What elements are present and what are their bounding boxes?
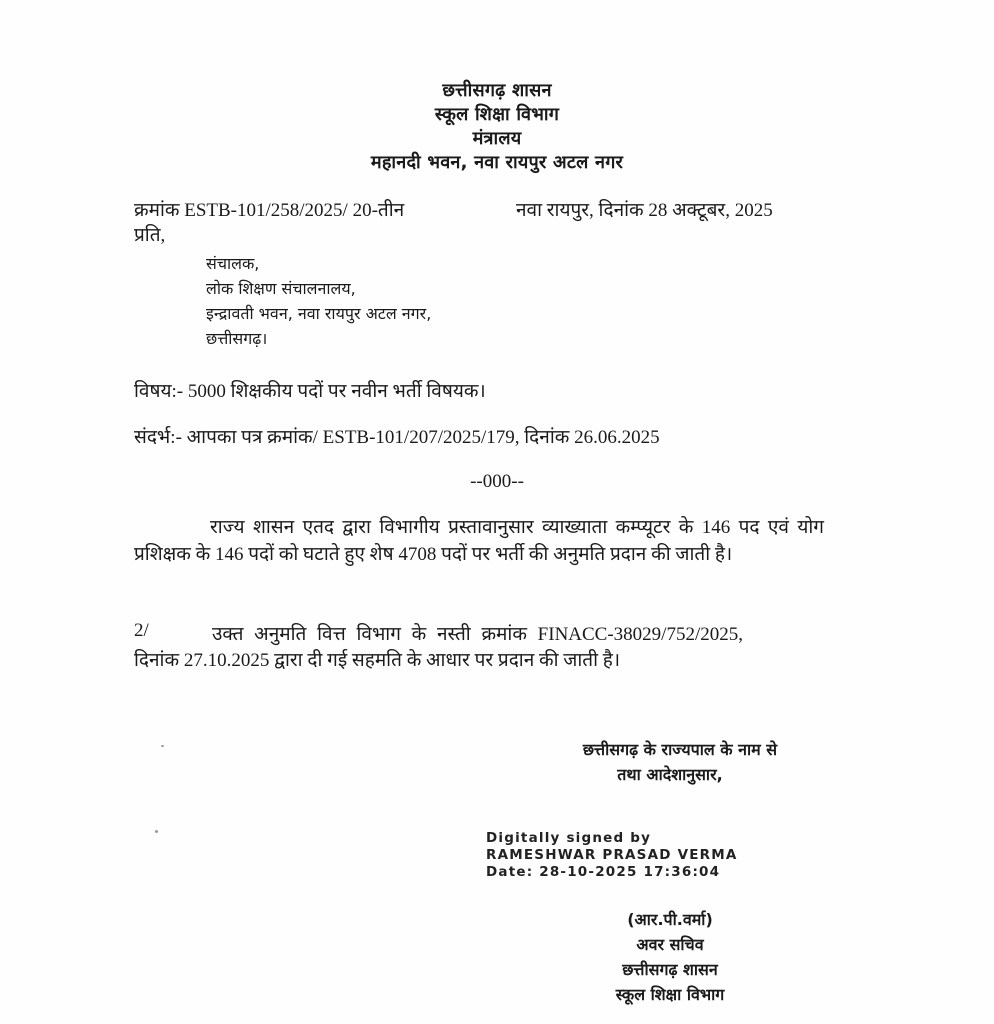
body-paragraph-1: राज्य शासन एतद द्वारा विभागीय प्रस्तावानुसार व्याख्याता कम्प्यूटर के 146 पद एवं योग प्रशिक्षक के 146 पदों को घटाते हुए शेष 4708 पदों पर भर्ती की अनुमति प्रदान की जाती है। xyxy=(134,517,824,565)
recipient-address: इन्द्रावती भवन, नवा रायपुर अटल नगर, xyxy=(206,304,432,323)
letterhead-government: छत्तीसगढ़ शासन xyxy=(442,80,552,101)
letterhead-ministry: मंत्रालय xyxy=(472,128,522,149)
paragraph-2-line-1: उक्त अनुमति वित्त विभाग के नस्ती क्रमांक FINACC-38029/752/2025, xyxy=(212,624,743,645)
letterhead-department: स्कूल शिक्षा विभाग xyxy=(434,104,560,125)
digital-signature-name: RAMESHWAR PRASAD VERMA xyxy=(486,847,738,863)
subject-line: विषय:- 5000 शिक्षकीय पदों पर नवीन भर्ती विषयक। xyxy=(134,381,486,402)
section-separator: --000-- xyxy=(470,471,524,492)
digital-signature-label: Digitally signed by xyxy=(486,830,652,846)
reference-line: संदर्भ:- आपका पत्र क्रमांक/ ESTB-101/207/2025/179, दिनांक 26.06.2025 xyxy=(134,427,660,448)
signatory-designation: अवर सचिव xyxy=(636,935,704,954)
paragraph-2-line-2: दिनांक 27.10.2025 द्वारा दी गई सहमति के आधार पर प्रदान की जाती है। xyxy=(134,650,621,671)
signatory-office: छत्तीसगढ़ शासन xyxy=(622,960,718,979)
recipient-office: लोक शिक्षण संचालनालय, xyxy=(206,279,356,298)
authority-line-2: तथा आदेशानुसार, xyxy=(617,765,723,784)
scan-speck xyxy=(155,830,158,833)
recipient-state: छत्तीसगढ़। xyxy=(206,329,268,348)
scan-speck xyxy=(161,745,164,747)
signatory-name: (आर.पी.वर्मा) xyxy=(627,910,713,929)
paragraph-2-number: 2/ xyxy=(134,620,149,641)
order-number: क्रमांक ESTB-101/258/2025/ 20-तीन xyxy=(134,200,405,221)
order-place-date: नवा रायपुर, दिनांक 28 अक्टूबर, 2025 xyxy=(516,200,773,221)
recipient-title: संचालक, xyxy=(206,254,260,273)
signatory-department: स्कूल शिक्षा विभाग xyxy=(615,985,725,1004)
letterhead-address: महानदी भवन, नवा रायपुर अटल नगर xyxy=(370,152,624,173)
authority-line-1: छत्तीसगढ़ के राज्यपाल के नाम से xyxy=(582,740,778,759)
recipient-prefix: प्रति, xyxy=(134,225,166,246)
digital-signature-date: Date: 28-10-2025 17:36:04 xyxy=(486,864,721,880)
